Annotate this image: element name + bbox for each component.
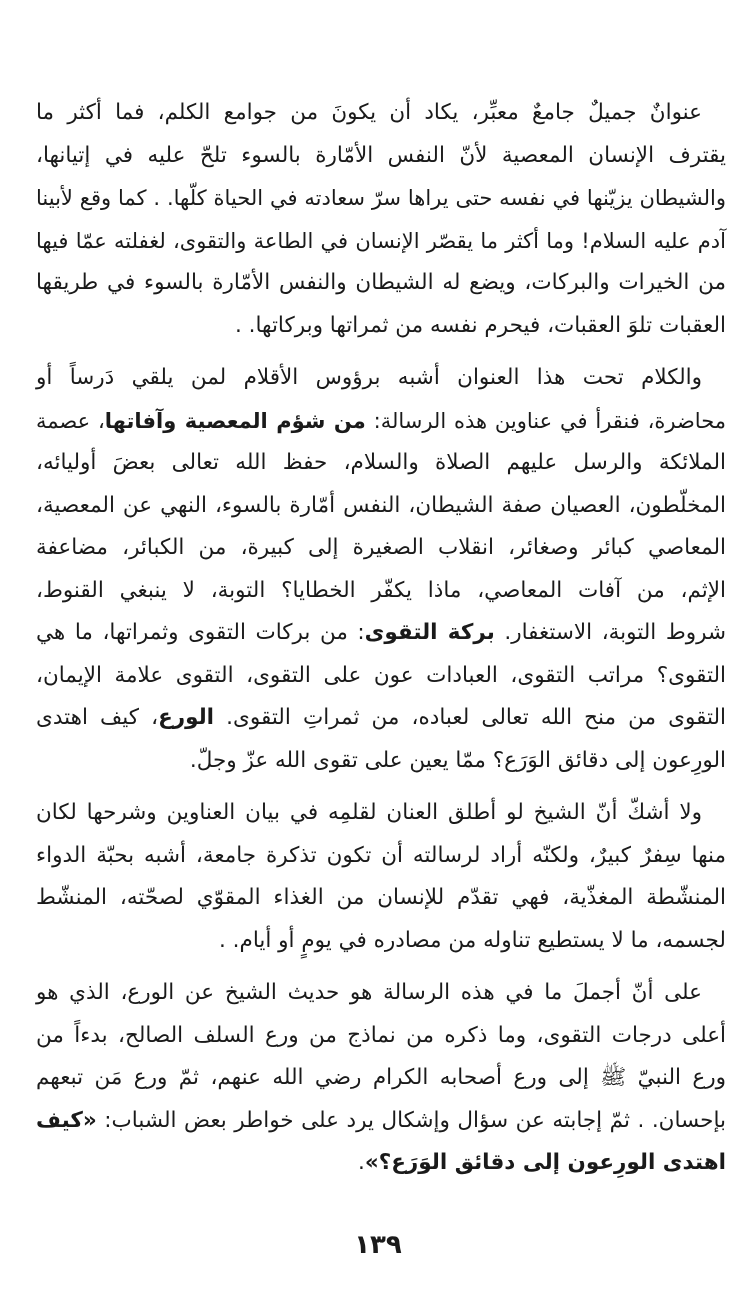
bold-text: الورع (158, 705, 215, 730)
text-segment: بإحسان. . ثمّ إجابته عن سؤال وإشكال يرد على خواطر بعض الشباب: (96, 1107, 726, 1133)
text-line (36, 92, 726, 135)
text-line (36, 305, 726, 348)
paragraph (36, 357, 726, 782)
text-segment: منها سِفرٌ كبيرٌ، ولكنّه أراد لرسالته أن تكون تذكرة جامعة، أشبه بحبّة الدواء (36, 842, 726, 868)
text-segment: ورع النبيّ ﷺ إلى ورع أصحابه الكرام رضي الله عنهم، ثمّ ورع مَن تبعهم (36, 1065, 726, 1090)
bold-text: اهتدى الورِعون إلى دقائق الوَرَع؟» (364, 1150, 726, 1175)
paragraph (36, 92, 726, 347)
text-segment: آدم عليه السلام! وما أكثر ما يقصّر الإنسان في الطاعة والتقوى، لغفلته عمّا فيها (36, 228, 726, 253)
bold-text: من شؤم المعصية وآفاتها (104, 408, 366, 433)
page-number: ١٣٩ (354, 1230, 402, 1260)
text-line (36, 835, 726, 878)
text-line (36, 920, 726, 963)
text-line (36, 1100, 726, 1143)
text-line (36, 697, 726, 740)
text-segment: من الخيرات والبركات، ويضع له الشيطان والنفس الأمّارة بالسوء في طريقها (36, 270, 726, 295)
text-line (36, 262, 726, 305)
text-line (36, 135, 726, 178)
text-segment: ، كيف اهتدى (36, 705, 159, 730)
text-segment: الورِعون إلى دقائق الوَرَع؟ ممّا يعين على تقوى الله عزّ وجلّ. (189, 747, 726, 773)
text-segment: العقبات تلوَ العقبات، فيحرم نفسه من ثمراتها وبركاتها. . (234, 312, 726, 338)
text-segment: لجسمه، ما لا يستطيع تناوله من مصادره في يومٍ أو أيام. . (219, 927, 726, 953)
text-line (36, 612, 726, 655)
text-line (36, 177, 726, 220)
text-segment: التقوى؟ مراتب التقوى، العبادات عون على التقوى، التقوى علامة الإيمان، (36, 662, 726, 688)
text-segment: محاضرة، فنقرأ في عناوين هذه الرسالة: (365, 408, 727, 433)
text-segment: الإثم، من آفات المعاصي، ماذا يكفّر الخطايا؟ التوبة، لا ينبغي القنوط، (36, 577, 726, 603)
text-segment: والشيطان يزيّنها في نفسه حتى يراها سرّ سعادته في الحياة كلّها. . كما وقع لأبينا (36, 186, 726, 210)
text-line (36, 485, 726, 528)
text-segment: أعلى درجات التقوى، وما ذكره من نماذج من ورع السلف الصالح، بدءاً من (36, 1022, 726, 1048)
text-segment: . (358, 1150, 365, 1175)
text-line (36, 655, 726, 698)
text-line (36, 357, 726, 400)
text-line (36, 570, 726, 613)
text-segment: التقوى من منح الله تعالى لعباده، من ثمراتِ التقوى. (214, 705, 726, 730)
text-segment: المخلّطون، العصيان صفة الشيطان، النفس أمّارة بالسوء، النهي عن المعصية، (36, 492, 726, 518)
text-segment: المنشّطة المغذّية، فهي تقدّم للإنسان من الغذاء المقوّي لصحّته، المنشّط (36, 885, 726, 910)
paragraph (36, 972, 726, 1185)
text-segment: عنوانٌ جميلٌ جامعٌ معبِّر، يكاد أن يكونَ من جوامع الكلم، فما أكثر ما (36, 100, 702, 125)
text-line (36, 877, 726, 920)
text-segment: على أنّ أجملَ ما في هذه الرسالة هو حديث الشيخ عن الورع، الذي هو (36, 980, 702, 1005)
bold-text: «كيف (36, 1107, 97, 1133)
text-line (36, 972, 726, 1015)
text-line (36, 220, 726, 263)
text-line (36, 1057, 726, 1100)
text-segment: الملائكة والرسل عليهم الصلاة والسلام، حفظ الله تعالى بعضَ أوليائه، (36, 450, 726, 475)
text-segment: : من بركات التقوى وثمراتها، ما هي (36, 620, 365, 645)
text-segment: ، عصمة (36, 408, 105, 433)
text-line (36, 792, 726, 835)
text-line (36, 400, 726, 443)
text-line (36, 1015, 726, 1058)
text-segment: شروط التوبة، الاستغفار. (494, 620, 726, 645)
text-segment: ولا أشكّ أنّ الشيخ لو أطلق العنان لقلمِه في بيان العناوين وشرحها لكان (36, 800, 702, 825)
text-segment: والكلام تحت هذا العنوان أشبه برؤوس الأقلام لمن يلقي دَرساً أو (36, 365, 702, 390)
text-line (36, 442, 726, 485)
bold-text: بركة التقوى (364, 620, 495, 645)
text-line (36, 740, 726, 783)
paragraph (36, 792, 726, 962)
document-page (36, 92, 726, 1195)
text-segment: يقترف الإنسان المعصية لأنّ النفس الأمّارة بالسوء تلحّ عليه في إتيانها، (36, 142, 726, 168)
text-segment: المعاصي كبائر وصغائر، انقلاب الصغيرة إلى كبيرة، من الكبائر، مضاعفة (36, 535, 726, 560)
text-line (36, 1142, 726, 1185)
text-line (36, 527, 726, 570)
